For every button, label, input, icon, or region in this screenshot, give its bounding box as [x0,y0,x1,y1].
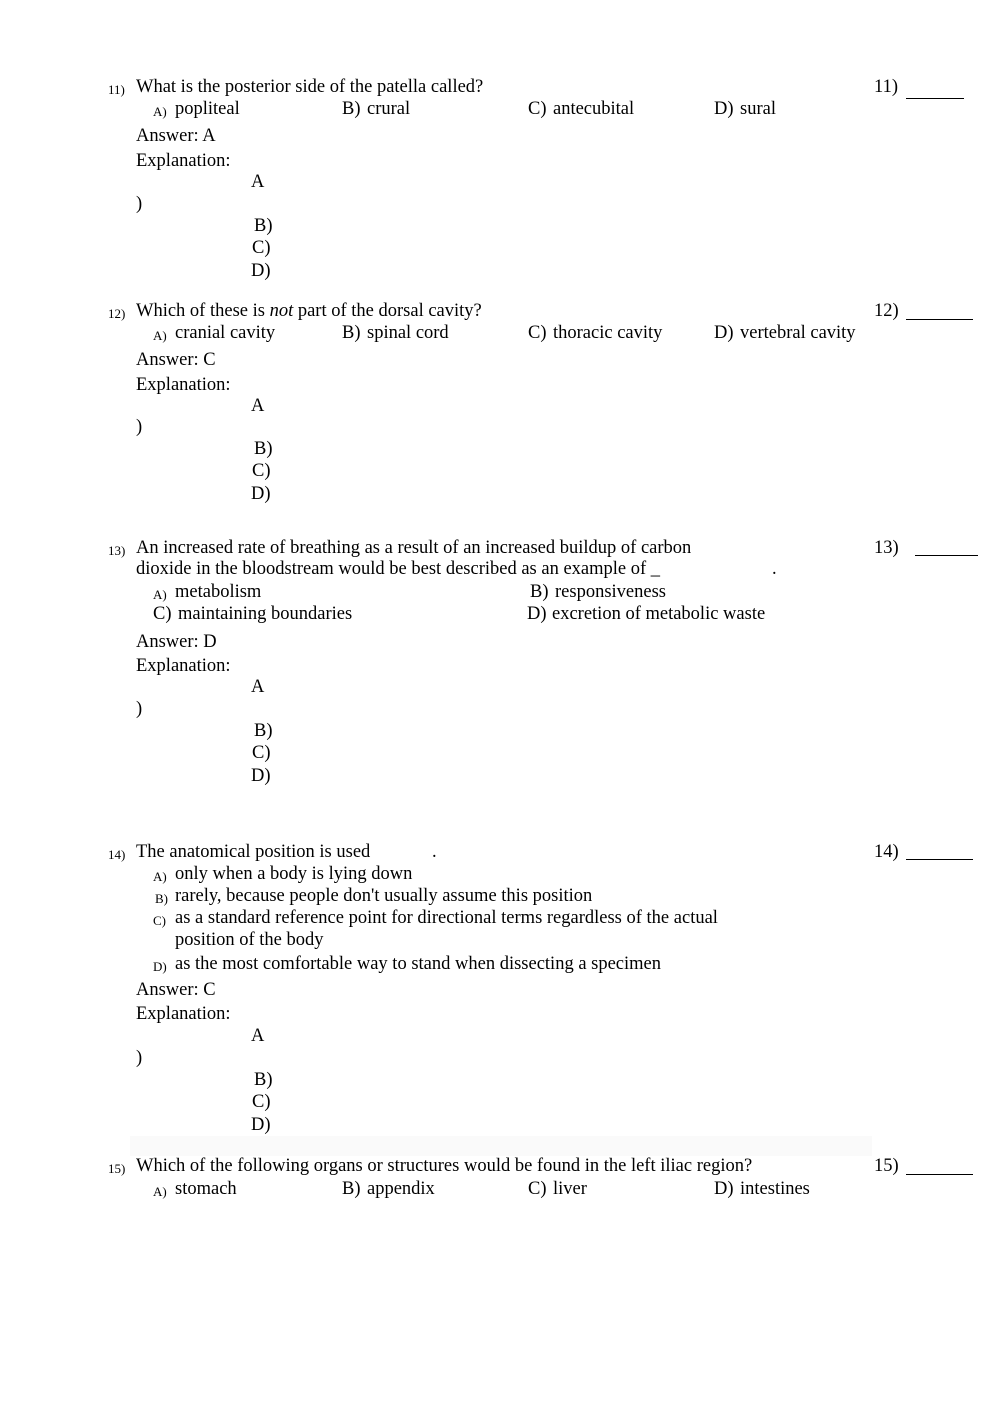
option-text: metabolism [175,582,262,602]
option-letter: C) [153,913,166,928]
option-text: thoracic cavity [553,323,663,343]
option-letter: A) [153,869,167,884]
stem-emphasis: not [269,301,294,321]
option-text: antecubital [553,99,635,119]
option-letter: C) [153,604,172,624]
explanation-letter: ) [136,699,143,719]
option-text: sural [740,99,776,119]
option-letter: A) [153,328,167,343]
option-text: intestines [740,1179,810,1199]
answer-slot-number: 13) [874,538,899,558]
explanation-label: Explanation: [136,1004,231,1024]
option-text: appendix [367,1179,435,1199]
explanation-letter: C) [252,461,271,481]
answer-blank-line [906,1174,973,1175]
option-text: liver [553,1179,587,1199]
question-stem-line: An increased rate of breathing as a result of an increased buildup of carbon [136,538,692,558]
answer-blank-line [915,555,978,556]
option-letter: A) [153,587,167,602]
explanation-letter: ) [136,1048,143,1068]
question-stem [136,300,482,322]
answer-key: Answer: A [136,126,216,146]
answer-key: Answer: C [136,350,216,370]
answer-slot-number: 15) [874,1156,899,1176]
stem-period: . [772,559,777,579]
answer-slot-number: 12) [874,301,899,321]
stem-text: Which of these is [136,301,270,321]
question-stem: What is the posterior side of the patella called? [136,77,484,97]
answer-blank-line [906,98,964,99]
explanation-letter: A [251,396,265,416]
option-text: crural [367,99,411,119]
explanation-label: Explanation: [136,656,231,676]
stem-period: . [432,842,437,862]
question-number: 13) [108,543,126,558]
explanation-label: Explanation: [136,375,231,395]
explanation-letter: D) [251,766,271,786]
option-text: popliteal [175,99,240,119]
answer-blank-line [906,859,973,860]
explanation-letter: B) [254,216,273,236]
option-letter: A) [153,104,167,119]
explanation-letter: C) [252,743,271,763]
explanation-letter: D) [251,484,271,504]
explanation-letter: B) [254,1070,273,1090]
explanation-letter: ) [136,194,143,214]
option-letter: B) [342,99,361,119]
option-letter: A) [153,1184,167,1199]
shaded-band [130,1136,872,1156]
explanation-letter: A [251,1026,265,1046]
option-letter: B) [530,582,549,602]
explanation-letter: B) [254,439,273,459]
option-text-continued: position of the body [175,930,324,950]
option-letter: B) [155,891,168,906]
option-letter: D) [714,99,734,119]
question-stem: Which of the following organs or structures would be found in the left iliac region? [136,1156,753,1176]
question-number: 14) [108,847,126,862]
question-number: 12) [108,306,126,321]
answer-slot-number: 11) [874,77,898,97]
explanation-letter: D) [251,261,271,281]
option-letter: C) [528,323,547,343]
explanation-letter: C) [252,238,271,258]
option-letter: C) [528,99,547,119]
option-letter: D) [153,959,167,974]
explanation-label: Explanation: [136,151,231,171]
question-number: 15) [108,1161,126,1176]
answer-key: Answer: D [136,632,217,652]
answer-key: Answer: C [136,980,216,1000]
option-text: as a standard reference point for directional terms regardless of the actual [175,908,718,928]
explanation-letter: ) [136,417,143,437]
question-number: 11) [108,82,125,97]
explanation-letter: C) [252,1092,271,1112]
answer-blank-line [906,319,973,320]
explanation-letter: A [251,172,265,192]
option-text: spinal cord [367,323,449,343]
option-letter: B) [342,323,361,343]
explanation-letter: B) [254,721,273,741]
question-stem-line: dioxide in the bloodstream would be best described as an example of _ [136,559,661,579]
option-text: only when a body is lying down [175,864,413,884]
answer-slot-number: 14) [874,842,899,862]
option-letter: C) [528,1179,547,1199]
option-text: as the most comfortable way to stand when dissecting a specimen [175,954,662,974]
question-stem: The anatomical position is used [136,842,371,862]
option-letter: D) [714,323,734,343]
option-text: vertebral cavity [740,323,856,343]
option-text: stomach [175,1179,237,1199]
option-letter: D) [714,1179,734,1199]
stem-text: part of the dorsal cavity? [293,301,482,321]
option-text: cranial cavity [175,323,276,343]
explanation-letter: A [251,677,265,697]
option-letter: B) [342,1179,361,1199]
option-text: rarely, because people don't usually assume this position [175,886,593,906]
option-letter: D) [527,604,547,624]
option-text: excretion of metabolic waste [552,604,766,624]
option-text: maintaining boundaries [178,604,353,624]
option-text: responsiveness [555,582,666,602]
explanation-letter: D) [251,1115,271,1135]
